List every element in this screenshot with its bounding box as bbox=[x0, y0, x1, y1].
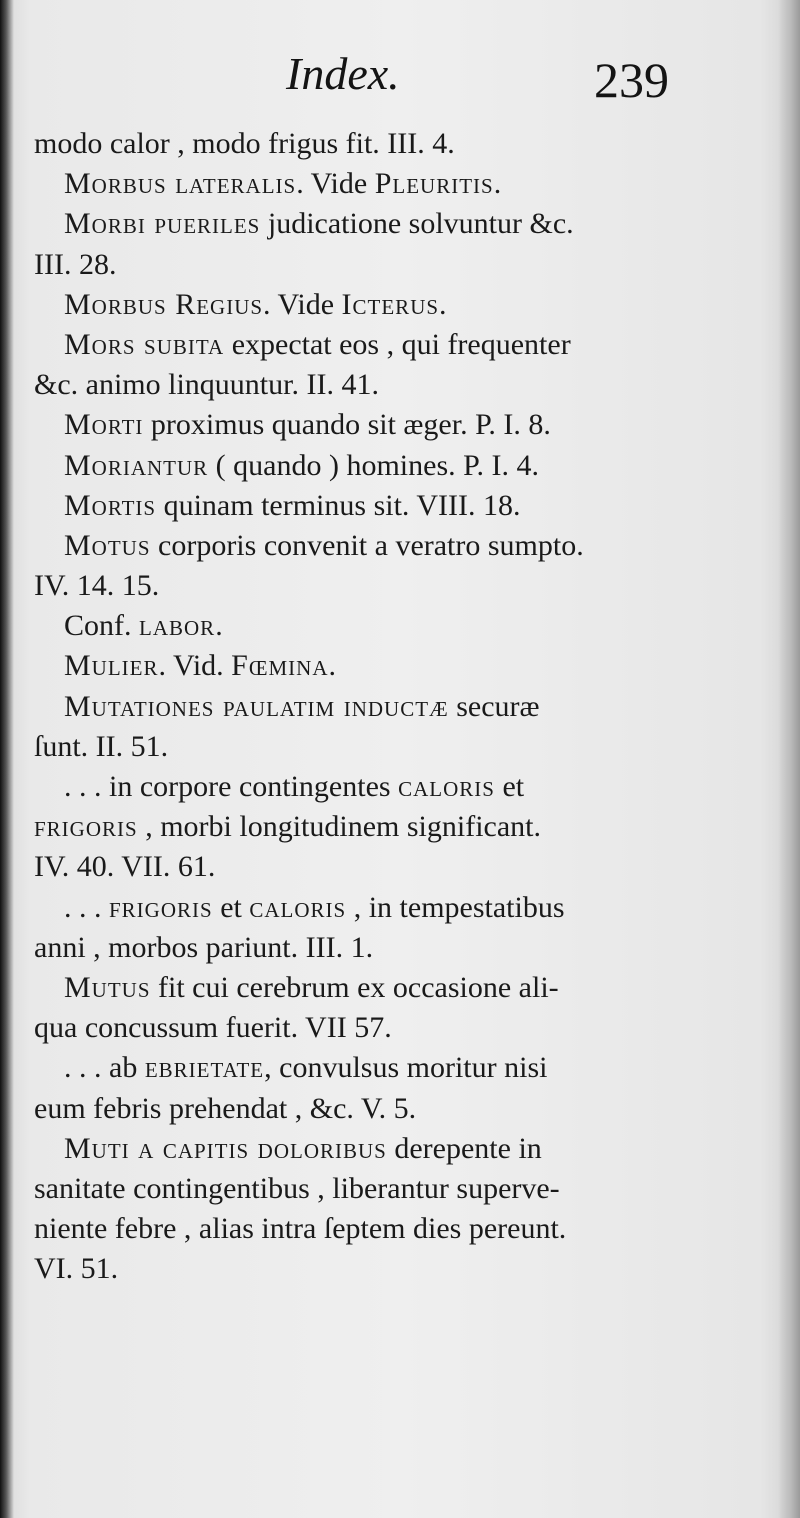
index-line bbox=[34, 526, 710, 566]
index-text: sanitate contingentibus , liberantur superve- bbox=[34, 1171, 560, 1205]
index-text: securæ bbox=[448, 689, 540, 723]
index-headword: Mutationes paulatim inductæ bbox=[64, 689, 449, 723]
index-text: proximus quando sit æger. P. I. 8. bbox=[143, 408, 551, 442]
index-line bbox=[34, 1169, 710, 1209]
index-text: judicatione solvuntur &c. bbox=[260, 207, 574, 241]
index-line bbox=[34, 204, 710, 244]
index-text: modo calor , modo frigus fit. III. 4. bbox=[34, 127, 455, 160]
index-headword: Mutus bbox=[64, 970, 151, 1004]
index-line bbox=[34, 566, 710, 606]
index-headword: frigoris bbox=[34, 810, 138, 844]
index-line bbox=[34, 888, 710, 928]
index-text: , convulsus moritur nisi bbox=[264, 1051, 548, 1085]
index-text: . bbox=[328, 649, 337, 683]
index-text: . Vid. bbox=[158, 649, 232, 683]
index-line bbox=[34, 606, 710, 646]
index-text: . . . ab bbox=[64, 1051, 145, 1085]
index-line bbox=[34, 405, 710, 445]
index-headword: Moriantur bbox=[64, 448, 209, 482]
index-headword: Mors subita bbox=[64, 327, 225, 361]
index-line bbox=[34, 807, 710, 847]
index-headword: Morbus lateralis bbox=[64, 167, 297, 201]
index-text: fit cui cerebrum ex occasione ali- bbox=[150, 970, 559, 1004]
index-headword: Icterus bbox=[341, 287, 440, 321]
index-line bbox=[34, 285, 710, 325]
index-line bbox=[34, 1209, 710, 1249]
index-text: corporis convenit a veratro sumpto. bbox=[150, 528, 584, 562]
index-text: . Vide bbox=[263, 287, 342, 321]
index-text: IV. 14. 15. bbox=[34, 569, 160, 603]
index-text: . bbox=[439, 287, 447, 321]
index-headword: Motus bbox=[64, 528, 151, 562]
index-line bbox=[34, 646, 710, 686]
index-line bbox=[34, 1129, 710, 1169]
index-text: et bbox=[212, 890, 250, 924]
index-text: eum febris prehendat , &c. V. 5. bbox=[34, 1091, 417, 1125]
index-entries bbox=[34, 124, 710, 1289]
index-headword: caloris bbox=[398, 770, 495, 803]
index-line bbox=[34, 124, 710, 164]
index-text: ſunt. II. 51. bbox=[34, 729, 169, 763]
index-headword: Mulier bbox=[64, 649, 159, 683]
index-headword: labor bbox=[139, 609, 216, 643]
index-text: . bbox=[215, 609, 223, 643]
index-headword: Pleuritis bbox=[374, 167, 494, 201]
index-headword: Morti bbox=[64, 408, 144, 442]
index-text: , morbi longitudinem significant. bbox=[137, 810, 541, 844]
index-line bbox=[34, 325, 710, 365]
index-text: anni , morbos pariunt. III. 1. bbox=[34, 930, 374, 964]
index-text: quinam terminus sit. VIII. 18. bbox=[156, 488, 521, 522]
index-headword: caloris bbox=[249, 890, 347, 924]
index-text: VI. 51. bbox=[34, 1252, 119, 1286]
index-line bbox=[34, 365, 710, 405]
index-text: IV. 40. VII. 61. bbox=[34, 850, 216, 884]
page-number: 239 bbox=[594, 52, 669, 108]
index-headword: ebrietate bbox=[144, 1051, 265, 1085]
index-line bbox=[34, 928, 710, 968]
index-text: . . . bbox=[64, 890, 109, 924]
index-text: , in tempestatibus bbox=[346, 890, 565, 924]
running-title: Index. bbox=[286, 48, 400, 99]
index-text: Conf. bbox=[64, 609, 139, 643]
index-line bbox=[34, 1048, 710, 1088]
index-headword: Morbi pueriles bbox=[64, 207, 261, 241]
index-text: III. 28. bbox=[34, 247, 117, 281]
index-line bbox=[34, 446, 710, 486]
index-line bbox=[34, 1249, 710, 1289]
index-line bbox=[34, 1008, 710, 1048]
index-line bbox=[34, 1089, 710, 1129]
index-text: derepente in bbox=[386, 1131, 542, 1165]
index-line bbox=[34, 687, 710, 727]
index-line bbox=[34, 164, 710, 204]
index-text: &c. animo linquuntur. II. 41. bbox=[34, 368, 379, 402]
index-text: expectat eos , qui frequenter bbox=[224, 327, 571, 361]
index-line bbox=[34, 245, 710, 285]
index-text: ( quando ) homines. P. I. 4. bbox=[208, 448, 539, 482]
index-text: qua concussum fuerit. VII 57. bbox=[34, 1011, 392, 1045]
index-headword: Muti a capitis doloribus bbox=[64, 1131, 387, 1165]
index-line bbox=[34, 968, 710, 1008]
page-header bbox=[0, 42, 800, 108]
index-line bbox=[34, 767, 710, 807]
index-headword: frigoris bbox=[109, 890, 213, 924]
index-headword: Mortis bbox=[64, 488, 157, 522]
index-text: . . . in corpore contingentes bbox=[64, 770, 399, 803]
index-text: . Vide bbox=[296, 167, 375, 201]
index-line bbox=[34, 847, 710, 887]
index-text: niente febre , alias intra ſeptem dies pereunt. bbox=[34, 1212, 567, 1246]
index-text: et bbox=[494, 770, 525, 803]
index-headword: Fœmina bbox=[231, 649, 329, 683]
index-line bbox=[34, 486, 710, 526]
index-line bbox=[34, 727, 710, 767]
index-text: . bbox=[493, 167, 502, 201]
index-headword: Morbus Regius bbox=[64, 287, 264, 321]
page-edge-shadow bbox=[778, 0, 800, 1518]
page-gutter-shadow bbox=[0, 0, 14, 1518]
